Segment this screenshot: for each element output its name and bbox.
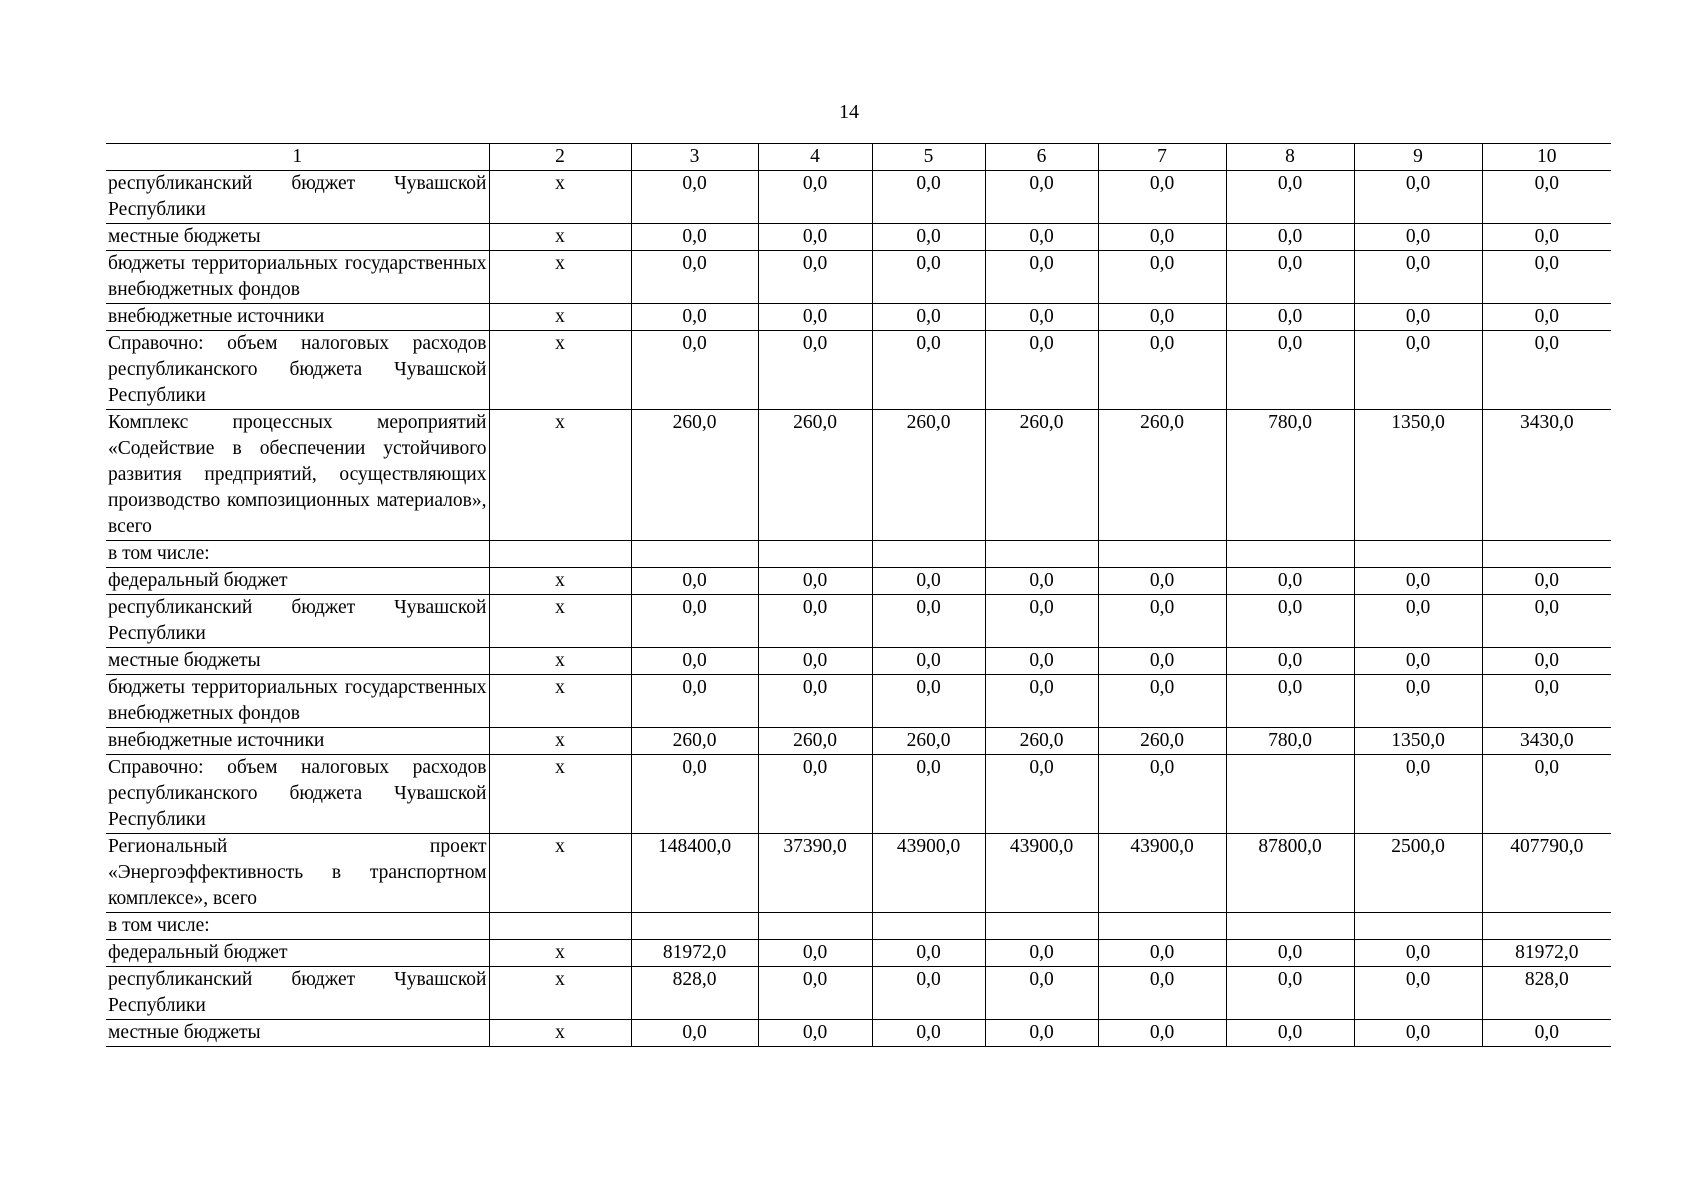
row-marker: х bbox=[489, 834, 631, 913]
value-cell: 0,0 bbox=[985, 648, 1098, 675]
table-row bbox=[106, 171, 1611, 224]
row-label: Региональный проект «Энергоэффективность в транспортном комплексе», всего bbox=[106, 834, 489, 913]
value-cell: 0,0 bbox=[631, 171, 758, 224]
value-cell: 0,0 bbox=[1226, 967, 1354, 1020]
row-label: республиканский бюджет Чувашской Республики bbox=[106, 171, 489, 224]
header-cell: 3 bbox=[631, 144, 758, 171]
header-cell: 2 bbox=[489, 144, 631, 171]
value-cell: 0,0 bbox=[985, 755, 1098, 834]
table-row bbox=[106, 251, 1611, 304]
value-cell: 260,0 bbox=[872, 728, 985, 755]
value-cell: 0,0 bbox=[631, 304, 758, 331]
row-marker: х bbox=[489, 331, 631, 410]
value-cell: 0,0 bbox=[1098, 967, 1226, 1020]
value-cell: 0,0 bbox=[1226, 648, 1354, 675]
row-label: местные бюджеты bbox=[106, 1020, 489, 1047]
header-cell: 8 bbox=[1226, 144, 1354, 171]
value-cell: 0,0 bbox=[1354, 224, 1482, 251]
value-cell: 0,0 bbox=[1482, 224, 1611, 251]
value-cell: 0,0 bbox=[758, 171, 872, 224]
value-cell: 3430,0 bbox=[1482, 410, 1611, 541]
value-cell bbox=[872, 541, 985, 568]
header-cell: 7 bbox=[1098, 144, 1226, 171]
value-cell: 0,0 bbox=[631, 675, 758, 728]
value-cell: 0,0 bbox=[872, 675, 985, 728]
table-row bbox=[106, 304, 1611, 331]
value-cell: 148400,0 bbox=[631, 834, 758, 913]
value-cell: 0,0 bbox=[872, 940, 985, 967]
value-cell: 81972,0 bbox=[1482, 940, 1611, 967]
value-cell: 0,0 bbox=[1226, 331, 1354, 410]
value-cell: 0,0 bbox=[985, 967, 1098, 1020]
table-row bbox=[106, 675, 1611, 728]
row-marker: х bbox=[489, 595, 631, 648]
table-row bbox=[106, 224, 1611, 251]
value-cell: 0,0 bbox=[1354, 171, 1482, 224]
value-cell: 0,0 bbox=[985, 224, 1098, 251]
value-cell bbox=[1354, 541, 1482, 568]
value-cell: 0,0 bbox=[631, 568, 758, 595]
value-cell: 37390,0 bbox=[758, 834, 872, 913]
value-cell bbox=[758, 541, 872, 568]
value-cell: 0,0 bbox=[1482, 1020, 1611, 1047]
value-cell: 0,0 bbox=[1098, 568, 1226, 595]
table-row bbox=[106, 967, 1611, 1020]
value-cell: 0,0 bbox=[1098, 171, 1226, 224]
header-cell: 9 bbox=[1354, 144, 1482, 171]
value-cell bbox=[1482, 541, 1611, 568]
value-cell: 0,0 bbox=[1482, 755, 1611, 834]
value-cell: 0,0 bbox=[758, 568, 872, 595]
table-row bbox=[106, 755, 1611, 834]
value-cell bbox=[1098, 913, 1226, 940]
row-label: Комплекс процессных мероприятий «Содействие в обеспечении устойчивого развития предприятий, осуществляющих производство композиционных материалов», всего bbox=[106, 410, 489, 541]
value-cell: 0,0 bbox=[1482, 675, 1611, 728]
value-cell: 0,0 bbox=[1354, 331, 1482, 410]
value-cell: 0,0 bbox=[631, 251, 758, 304]
value-cell: 0,0 bbox=[631, 755, 758, 834]
row-label: внебюджетные источники bbox=[106, 728, 489, 755]
value-cell: 0,0 bbox=[1354, 755, 1482, 834]
value-cell: 0,0 bbox=[758, 331, 872, 410]
value-cell: 260,0 bbox=[758, 728, 872, 755]
value-cell: 0,0 bbox=[1226, 568, 1354, 595]
value-cell: 828,0 bbox=[1482, 967, 1611, 1020]
value-cell: 0,0 bbox=[872, 648, 985, 675]
value-cell: 0,0 bbox=[758, 224, 872, 251]
value-cell: 0,0 bbox=[1226, 171, 1354, 224]
value-cell: 0,0 bbox=[1226, 1020, 1354, 1047]
value-cell: 43900,0 bbox=[985, 834, 1098, 913]
value-cell: 0,0 bbox=[985, 251, 1098, 304]
row-label: местные бюджеты bbox=[106, 648, 489, 675]
value-cell: 43900,0 bbox=[872, 834, 985, 913]
value-cell: 0,0 bbox=[872, 755, 985, 834]
value-cell: 0,0 bbox=[985, 675, 1098, 728]
value-cell: 0,0 bbox=[758, 251, 872, 304]
value-cell: 0,0 bbox=[758, 967, 872, 1020]
value-cell: 0,0 bbox=[985, 304, 1098, 331]
row-marker bbox=[489, 541, 631, 568]
table-row bbox=[106, 568, 1611, 595]
value-cell: 0,0 bbox=[631, 224, 758, 251]
value-cell: 87800,0 bbox=[1226, 834, 1354, 913]
value-cell: 780,0 bbox=[1226, 728, 1354, 755]
value-cell: 0,0 bbox=[1098, 251, 1226, 304]
value-cell: 0,0 bbox=[758, 940, 872, 967]
value-cell: 0,0 bbox=[872, 331, 985, 410]
row-label: бюджеты территориальных государственных внебюджетных фондов bbox=[106, 251, 489, 304]
value-cell bbox=[1098, 541, 1226, 568]
value-cell: 0,0 bbox=[985, 940, 1098, 967]
row-marker: х bbox=[489, 675, 631, 728]
row-marker: х bbox=[489, 728, 631, 755]
value-cell: 0,0 bbox=[631, 331, 758, 410]
value-cell: 0,0 bbox=[985, 171, 1098, 224]
row-marker: х bbox=[489, 224, 631, 251]
row-marker bbox=[489, 913, 631, 940]
value-cell bbox=[1226, 755, 1354, 834]
value-cell: 260,0 bbox=[1098, 410, 1226, 541]
value-cell: 0,0 bbox=[1098, 648, 1226, 675]
row-marker: х bbox=[489, 410, 631, 541]
value-cell: 0,0 bbox=[985, 595, 1098, 648]
value-cell: 0,0 bbox=[985, 331, 1098, 410]
header-cell: 6 bbox=[985, 144, 1098, 171]
table-row bbox=[106, 728, 1611, 755]
value-cell: 0,0 bbox=[1098, 755, 1226, 834]
value-cell: 0,0 bbox=[872, 171, 985, 224]
value-cell: 0,0 bbox=[872, 568, 985, 595]
table-row bbox=[106, 913, 1611, 940]
value-cell: 0,0 bbox=[758, 1020, 872, 1047]
row-marker: х bbox=[489, 304, 631, 331]
value-cell: 0,0 bbox=[1098, 331, 1226, 410]
header-cell: 4 bbox=[758, 144, 872, 171]
value-cell: 260,0 bbox=[1098, 728, 1226, 755]
value-cell bbox=[631, 541, 758, 568]
value-cell: 260,0 bbox=[985, 728, 1098, 755]
value-cell: 0,0 bbox=[1354, 940, 1482, 967]
value-cell: 0,0 bbox=[872, 251, 985, 304]
value-cell: 0,0 bbox=[631, 648, 758, 675]
value-cell: 0,0 bbox=[1226, 304, 1354, 331]
row-label: бюджеты территориальных государственных внебюджетных фондов bbox=[106, 675, 489, 728]
table-row bbox=[106, 648, 1611, 675]
value-cell: 0,0 bbox=[1098, 940, 1226, 967]
value-cell bbox=[758, 913, 872, 940]
value-cell: 0,0 bbox=[1482, 331, 1611, 410]
value-cell: 260,0 bbox=[985, 410, 1098, 541]
row-label: Справочно: объем налоговых расходов республиканского бюджета Чувашской Республики bbox=[106, 755, 489, 834]
value-cell: 0,0 bbox=[1354, 304, 1482, 331]
table-row bbox=[106, 834, 1611, 913]
value-cell: 260,0 bbox=[631, 728, 758, 755]
value-cell: 0,0 bbox=[1354, 1020, 1482, 1047]
value-cell: 0,0 bbox=[1354, 568, 1482, 595]
table-row bbox=[106, 1020, 1611, 1047]
value-cell: 1350,0 bbox=[1354, 728, 1482, 755]
value-cell: 43900,0 bbox=[1098, 834, 1226, 913]
header-cell: 5 bbox=[872, 144, 985, 171]
value-cell bbox=[631, 913, 758, 940]
value-cell: 0,0 bbox=[1482, 595, 1611, 648]
value-cell: 0,0 bbox=[1354, 595, 1482, 648]
value-cell: 0,0 bbox=[1098, 1020, 1226, 1047]
row-marker: х bbox=[489, 967, 631, 1020]
value-cell bbox=[1226, 541, 1354, 568]
header-cell: 1 bbox=[106, 144, 489, 171]
table-row bbox=[106, 940, 1611, 967]
value-cell bbox=[1226, 913, 1354, 940]
value-cell: 0,0 bbox=[1098, 304, 1226, 331]
value-cell: 0,0 bbox=[985, 568, 1098, 595]
value-cell: 2500,0 bbox=[1354, 834, 1482, 913]
table-row bbox=[106, 331, 1611, 410]
row-marker: х bbox=[489, 940, 631, 967]
value-cell: 0,0 bbox=[1098, 595, 1226, 648]
value-cell: 0,0 bbox=[1098, 224, 1226, 251]
value-cell: 0,0 bbox=[758, 304, 872, 331]
value-cell: 0,0 bbox=[985, 1020, 1098, 1047]
value-cell: 0,0 bbox=[1226, 675, 1354, 728]
value-cell bbox=[1482, 913, 1611, 940]
row-marker: х bbox=[489, 755, 631, 834]
value-cell bbox=[1354, 913, 1482, 940]
value-cell bbox=[985, 541, 1098, 568]
value-cell: 0,0 bbox=[758, 595, 872, 648]
value-cell: 0,0 bbox=[1226, 251, 1354, 304]
value-cell: 0,0 bbox=[1354, 251, 1482, 304]
value-cell: 0,0 bbox=[1226, 224, 1354, 251]
value-cell: 0,0 bbox=[1226, 595, 1354, 648]
row-label: в том числе: bbox=[106, 541, 489, 568]
value-cell: 0,0 bbox=[1354, 675, 1482, 728]
value-cell bbox=[872, 913, 985, 940]
value-cell: 0,0 bbox=[1226, 940, 1354, 967]
row-marker: х bbox=[489, 1020, 631, 1047]
value-cell: 0,0 bbox=[1482, 251, 1611, 304]
budget-table bbox=[106, 143, 1611, 1047]
value-cell: 1350,0 bbox=[1354, 410, 1482, 541]
value-cell: 0,0 bbox=[872, 304, 985, 331]
row-marker: х bbox=[489, 251, 631, 304]
value-cell: 0,0 bbox=[872, 1020, 985, 1047]
row-label: республиканский бюджет Чувашской Республики bbox=[106, 595, 489, 648]
page-number: 14 bbox=[839, 101, 859, 123]
value-cell: 0,0 bbox=[631, 595, 758, 648]
value-cell: 0,0 bbox=[1482, 171, 1611, 224]
value-cell: 0,0 bbox=[758, 648, 872, 675]
row-label: федеральный бюджет bbox=[106, 940, 489, 967]
value-cell: 0,0 bbox=[1098, 675, 1226, 728]
row-label: республиканский бюджет Чувашской Республики bbox=[106, 967, 489, 1020]
row-marker: х bbox=[489, 171, 631, 224]
row-label: внебюджетные источники bbox=[106, 304, 489, 331]
value-cell: 0,0 bbox=[758, 755, 872, 834]
value-cell: 0,0 bbox=[872, 224, 985, 251]
value-cell: 260,0 bbox=[631, 410, 758, 541]
value-cell: 3430,0 bbox=[1482, 728, 1611, 755]
value-cell bbox=[985, 913, 1098, 940]
value-cell: 0,0 bbox=[1482, 304, 1611, 331]
row-marker: х bbox=[489, 568, 631, 595]
table-row bbox=[106, 541, 1611, 568]
value-cell: 0,0 bbox=[1482, 568, 1611, 595]
value-cell: 0,0 bbox=[1354, 967, 1482, 1020]
table-row bbox=[106, 595, 1611, 648]
row-label: Справочно: объем налоговых расходов республиканского бюджета Чувашской Республики bbox=[106, 331, 489, 410]
value-cell: 780,0 bbox=[1226, 410, 1354, 541]
value-cell: 260,0 bbox=[872, 410, 985, 541]
header-row bbox=[106, 144, 1611, 171]
value-cell: 828,0 bbox=[631, 967, 758, 1020]
value-cell: 260,0 bbox=[758, 410, 872, 541]
value-cell: 0,0 bbox=[872, 967, 985, 1020]
value-cell: 81972,0 bbox=[631, 940, 758, 967]
value-cell: 0,0 bbox=[872, 595, 985, 648]
row-marker: х bbox=[489, 648, 631, 675]
row-label: федеральный бюджет bbox=[106, 568, 489, 595]
table-body bbox=[106, 144, 1611, 1047]
value-cell: 0,0 bbox=[1354, 648, 1482, 675]
value-cell: 0,0 bbox=[1482, 648, 1611, 675]
row-label: местные бюджеты bbox=[106, 224, 489, 251]
table-row bbox=[106, 410, 1611, 541]
value-cell: 0,0 bbox=[631, 1020, 758, 1047]
value-cell: 407790,0 bbox=[1482, 834, 1611, 913]
header-cell: 10 bbox=[1482, 144, 1611, 171]
value-cell: 0,0 bbox=[758, 675, 872, 728]
row-label: в том числе: bbox=[106, 913, 489, 940]
